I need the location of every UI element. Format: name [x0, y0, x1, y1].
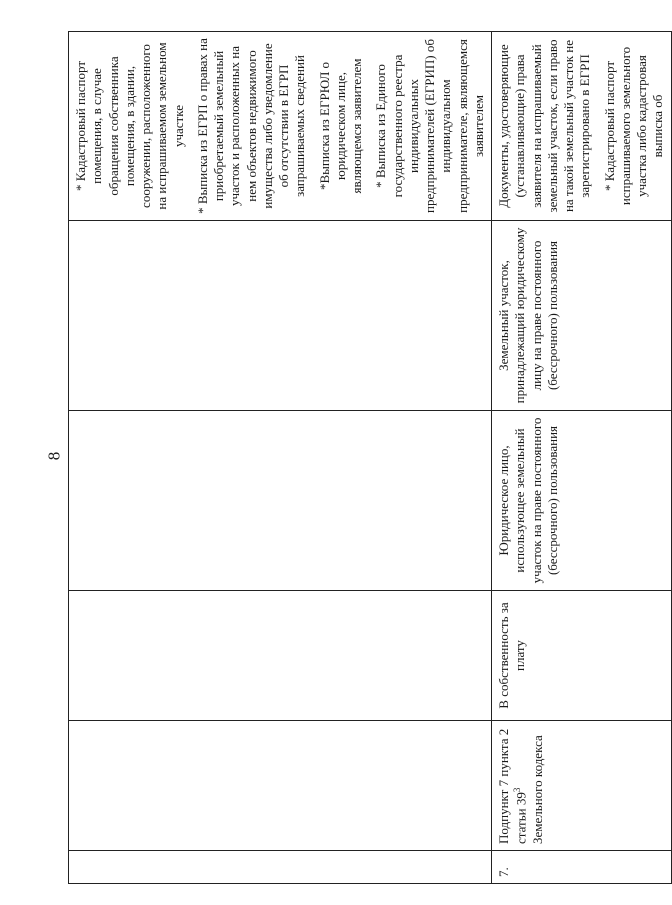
row-docs	[492, 32, 672, 221]
prev-cell-number	[69, 851, 492, 884]
prev-doc-item: * Кадастровый паспорт помещения, в случае обращения собственника помещения, в здании, сооружении, расположенного на испрашиваемом земельном участке	[73, 42, 186, 210]
prev-doc-item: *Выписка из ЕГРЮЛ о юридическом лице, являющемся заявителем	[316, 58, 364, 194]
basis-text: Подпункт 7 пункта 2 статьи 39	[496, 728, 529, 844]
prev-cell-type	[69, 591, 492, 721]
row-number: 7.	[492, 851, 672, 884]
row-land: Земельный участок, принадлежащий юридическому лицу на праве постоянного (бессрочного) пользования	[492, 221, 672, 411]
prev-cell-land	[69, 221, 492, 411]
doc-item: * Кадастровый паспорт испрашиваемого земельного участка либо кадастровая выписка об	[601, 46, 666, 206]
row-applicant: Юридическое лицо, использующее земельный участок на праве постоянного (бессрочного) пользования	[492, 411, 672, 591]
prev-cell-docs	[69, 32, 492, 221]
prev-doc-item: * Выписка из ЕГРП о правах на приобретаемый земельный участок и расположенных на нем объектов недвижимого имущества либо уведомление об отсутствии в ЕГРП запрашиваемых сведений	[194, 38, 308, 214]
table-row-7	[492, 32, 672, 884]
row-basis	[492, 721, 672, 851]
prev-cell-basis	[69, 721, 492, 851]
doc-item: Документы, удостоверяющие (устанавливающие) права заявителя на испрашиваемый земельный участок, если право на такой земельный участок не зарегистрировано в ЕГРП	[496, 39, 593, 213]
rotated-table-container	[68, 32, 666, 884]
table-row-previous	[69, 32, 492, 884]
row-type: В собственность за плату	[492, 591, 672, 721]
page-number: 8	[44, 451, 64, 461]
basis-tail: Земельного кодекса	[529, 735, 545, 844]
prev-doc-item: * Выписка из Единого государственного реестра индивидуальных предпринимателей (ЕГРИП) об индивидуальном предпринимателе, являющемся заявителем	[373, 39, 486, 213]
prev-cell-applicant	[69, 411, 492, 591]
basis-superscript: 3	[512, 787, 523, 793]
documents-table	[68, 31, 672, 884]
